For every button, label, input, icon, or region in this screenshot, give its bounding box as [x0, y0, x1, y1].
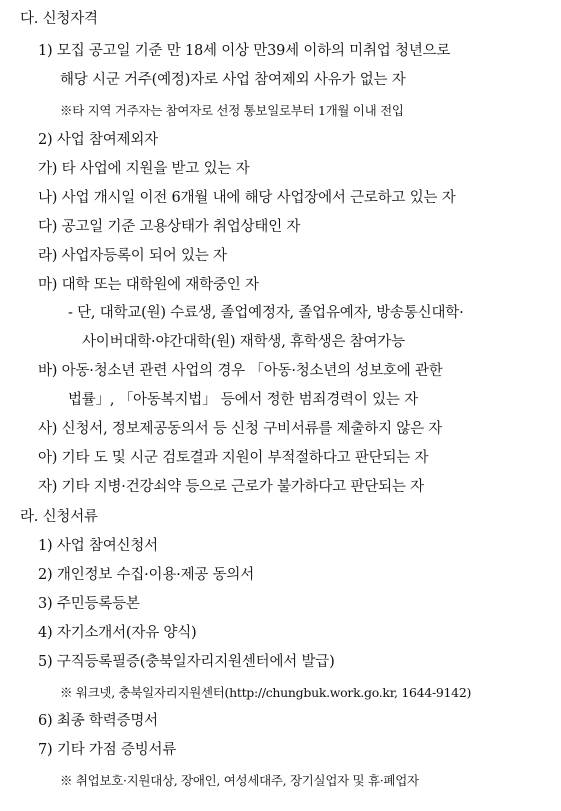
qualification-item-1-line-2: 해당 시군 거주(예정)자로 사업 참여제외 사유가 없는 자 [60, 72, 406, 88]
exclusion-item-a: 아) 기타 도 및 시군 검토결과 지원이 부적절하다고 판단되는 자 [38, 450, 429, 466]
exclusion-item-ma: 마) 대학 또는 대학원에 재학중인 자 [38, 277, 259, 293]
document-item-5: 5) 구직등록필증(충북일자리지원센터에서 발급) [38, 654, 335, 670]
exclusion-item-sa: 사) 신청서, 정보제공동의서 등 신청 구비서류를 제출하지 않은 자 [38, 421, 443, 437]
exclusion-item-ma-sub-1: - 단, 대학교(원) 수료생, 졸업예정자, 졸업유예자, 방송통신대학· [68, 305, 464, 321]
qualification-item-1-line-1: 1) 모집 공고일 기준 만 18세 이상 만39세 이하의 미취업 청년으로 [38, 43, 451, 59]
exclusion-title: 2) 사업 참여제외자 [38, 132, 158, 148]
document-item-7-note: ※ 취업보호·지원대상, 장애인, 여성세대주, 장기실업자 및 휴·폐업자 [60, 773, 419, 788]
document-item-5-note: ※ 워크넷, 충북일자리지원센터(http://chungbuk.work.go.kr, 1644-9142) [60, 685, 472, 700]
document-item-2: 2) 개인정보 수집·이용·제공 동의서 [38, 567, 255, 583]
section-heading-documents: 라. 신청서류 [20, 509, 98, 525]
exclusion-item-ja: 자) 기타 지병·건강쇠약 등으로 근로가 불가하다고 판단되는 자 [38, 479, 424, 495]
document-item-6: 6) 최종 학력증명서 [38, 713, 158, 729]
exclusion-item-ga: 가) 타 사업에 지원을 받고 있는 자 [38, 161, 250, 177]
exclusion-item-ma-sub-2: 사이버대학·야간대학(원) 재학생, 휴학생은 참여가능 [82, 334, 405, 350]
exclusion-item-ba-line-1: 바) 아동·청소년 관련 사업의 경우 「아동·청소년의 성보호에 관한 [38, 363, 443, 379]
document-item-1: 1) 사업 참여신청서 [38, 538, 158, 554]
document-item-7: 7) 기타 가점 증빙서류 [38, 742, 177, 758]
exclusion-item-na: 나) 사업 개시일 이전 6개월 내에 해당 사업장에서 근로하고 있는 자 [38, 190, 456, 206]
document-item-3: 3) 주민등록등본 [38, 596, 140, 612]
document-item-4: 4) 자기소개서(자유 양식) [38, 625, 197, 641]
exclusion-item-ba-line-2: 법률」, 「아동복지법」 등에서 정한 범죄경력이 있는 자 [68, 392, 418, 408]
exclusion-item-ra: 라) 사업자등록이 되어 있는 자 [38, 248, 227, 264]
section-heading-qualification: 다. 신청자격 [20, 11, 98, 27]
exclusion-item-da: 다) 공고일 기준 고용상태가 취업상태인 자 [38, 219, 301, 235]
qualification-item-1-note: ※타 지역 거주자는 참여자로 선정 통보일로부터 1개월 이내 전입 [60, 103, 404, 118]
